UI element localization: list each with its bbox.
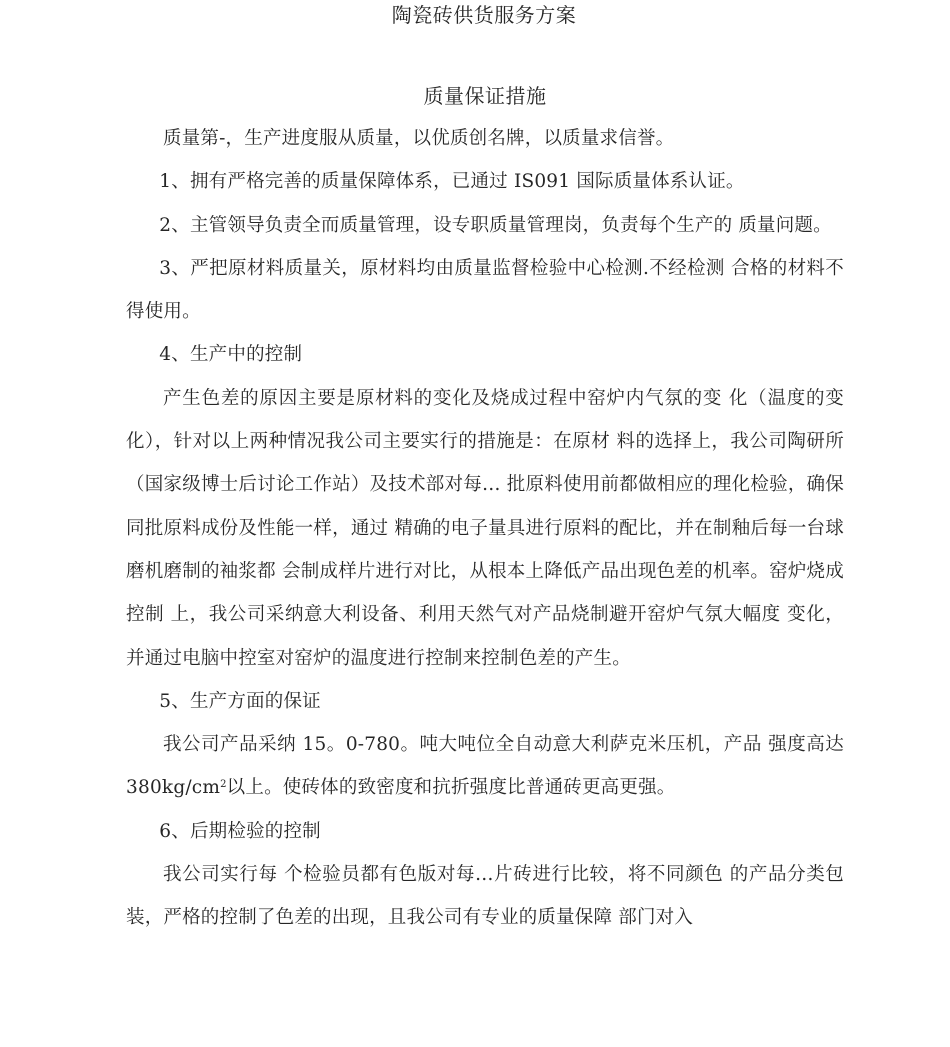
item-5-body-part-1: 我公司产品采纳 15。0-780。吨大吨位全自动意大利萨克米压机，产品 强度高达 380kg/cm	[126, 734, 844, 799]
superscript-2: 2	[220, 779, 227, 791]
item-5-heading: 5、生产方面的保证	[159, 690, 321, 712]
section-title: 质量保证措施	[423, 84, 547, 108]
item-5-body	[126, 723, 844, 810]
item-4-heading: 4、生产中的控制	[159, 344, 303, 366]
item-5-body-part-2: 以上。使砖体的致密度和抗折强度比普通砖更高更强。	[226, 777, 676, 799]
item-4-body: 产生色差的原因主要是原材料的变化及烧成过程中窑炉内气氛的变 化（温度的变化），针对以上两种情况我公司主要实行的措施是：在原材 料的选择上，我公司陶研所（国家级博士后讨论工作站）及技术部对每… 批原料使用前都做相应的理化检验，确保同批原料成份及性能一样，通过 精确的电子量具进行原料的配比，并在制釉后每一台球磨机磨制的袖浆都 会制成样片进行对比，从根本上降低产品出现色差的机率。窑炉烧成控制 上，我公司采纳意大利设备、利用天然气对产品烧制避开窑炉气氛大幅度 变化，并通过电脑中控室对窑炉的温度进行控制来控制色差的产生。	[126, 387, 844, 669]
document-title: 陶瓷砖供货服务方案	[391, 3, 577, 27]
item-3-paragraph: 3、严把原材料质量关，原材料均由质量监督检验中心检测.不经检测 合格的材料不得使用。	[126, 257, 844, 323]
document-body	[126, 117, 844, 940]
item-6-body: 我公司实行每 个检验员都有色版对每…片砖进行比较，将不同颜色 的产品分类包装，严格的控制了色差的出现，且我公司有专业的质量保障 部门对入	[126, 864, 844, 929]
item-2-paragraph: 2、主管领导负责全而质量管理，设专职质量管理岗，负责每个生产的 质量问题。	[159, 214, 832, 236]
item-1-paragraph: 1、拥有严格完善的质量保障体系，已通过 IS091 国际质量体系认证。	[159, 171, 745, 193]
item-6-heading: 6、后期检验的控制	[159, 820, 321, 842]
intro-paragraph: 质量第-，生产进度服从质量，以优质创名牌，以质量求信誉。	[163, 128, 675, 149]
